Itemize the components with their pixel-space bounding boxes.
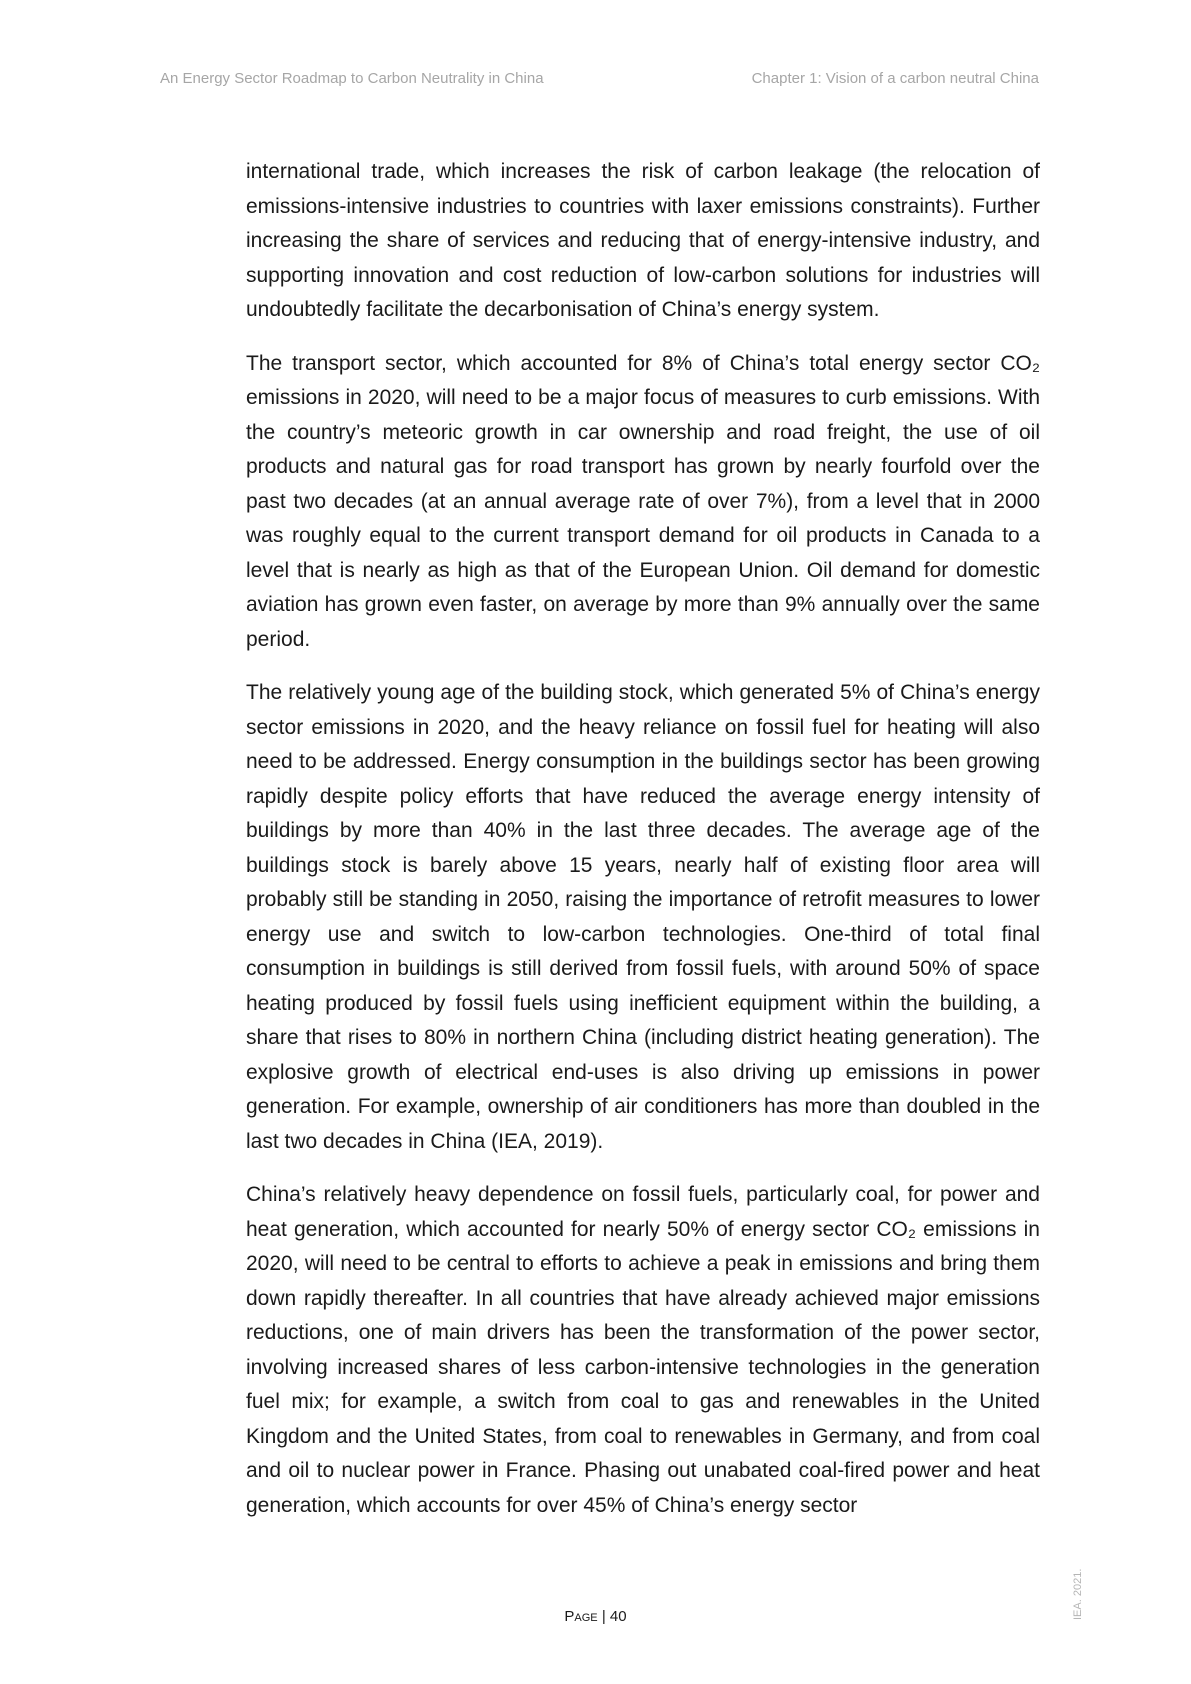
running-header-chapter: Chapter 1: Vision of a carbon neutral China xyxy=(751,70,1039,87)
paragraph: The transport sector, which accounted for 8% of China’s total energy sector CO₂ emissions in 2020, will need to be a major focus of measures to curb emissions. With the country’s meteoric growth in car ownership and road freight, the use of oil products and natural gas for road transport has grown by nearly fourfold over the past two decades (at an annual average rate of over 7%), from a level that in 2000 was roughly equal to the current transport demand for oil products in Canada to a level that is nearly as high as that of the European Union. Oil demand for domestic aviation has grown even faster, on average by more than 9% annually over the same period. xyxy=(246,351,1040,651)
paragraph: The relatively young age of the building stock, which generated 5% of China’s energy sector emissions in 2020, and the heavy reliance on fossil fuel for heating will also need to be addressed. Energy consumption in the buildings sector has been growing rapidly despite policy efforts that have reduced the average energy intensity of buildings by more than 40% in the last three decades. The average age of the buildings stock is barely above 15 years, nearly half of existing floor area will probably still be standing in 2050, raising the importance of retrofit measures to lower energy use and switch to low-carbon technologies. One-third of total final consumption in buildings is still derived from fossil fuels, with around 50% of space heating produced by fossil fuels using inefficient equipment within the building, a share that rises to 80% in northern China (including district heating generation). The explosive growth of electrical end-uses is also driving up emissions in power generation. For example, ownership of air conditioners has more than doubled in the last two decades in China (IEA, 2019). xyxy=(246,681,1040,1153)
running-header-title: An Energy Sector Roadmap to Carbon Neutrality in China xyxy=(160,70,544,87)
page-footer xyxy=(0,1608,1191,1625)
copyright-watermark: IEA. 2021. xyxy=(1072,1568,1084,1620)
page-label: Page xyxy=(564,1608,598,1625)
body-text xyxy=(246,155,1040,1542)
paragraph: international trade, which increases the risk of carbon leakage (the relocation of emissions-intensive industries to countries with laxer emissions constraints). Further increasing the share of services and reducing that of energy-intensive industry, and supporting innovation and cost reduction of low-carbon solutions for industries will undoubtedly facilitate the decarbonisation of China’s energy system. xyxy=(246,160,1040,321)
page-number: 40 xyxy=(609,1608,627,1625)
page-separator: | xyxy=(597,1608,610,1625)
paragraph: China’s relatively heavy dependence on fossil fuels, particularly coal, for power and heat generation, which accounted for nearly 50% of energy sector CO₂ emissions in 2020, will need to be central to efforts to achieve a peak in emissions and bring them down rapidly thereafter. In all countries that have already achieved major emissions reductions, one of main drivers has been the transformation of the power sector, involving increased shares of less carbon-intensive technologies in the generation fuel mix; for example, a switch from coal to gas and renewables in the United Kingdom and the United States, from coal to renewables in Germany, and from coal and oil to nuclear power in France. Phasing out unabated coal-fired power and heat generation, which accounts for over 45% of China’s energy sector xyxy=(246,1183,1040,1517)
